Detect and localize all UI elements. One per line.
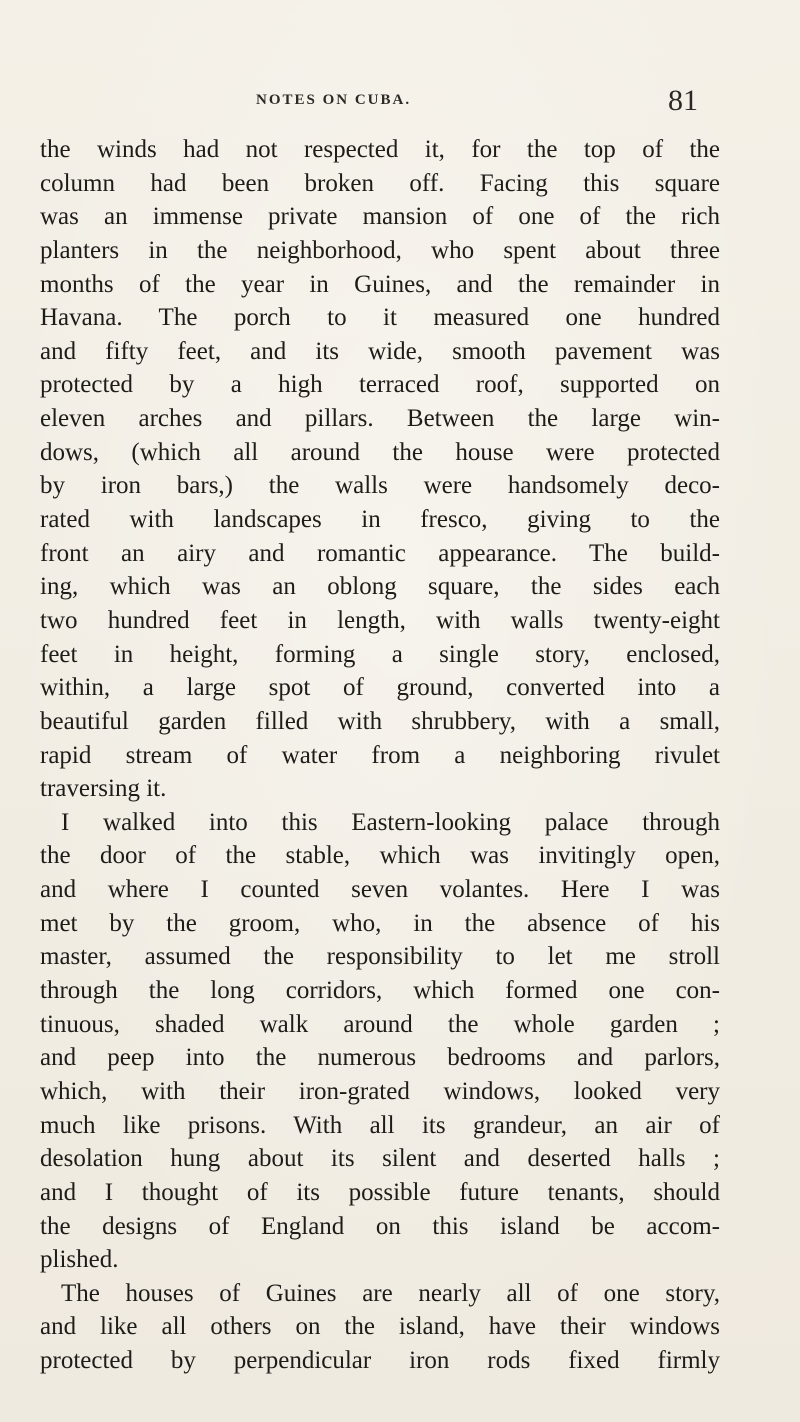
text-line: and where I counted seven volantes. Here I was — [40, 876, 720, 904]
text-line: and peep into the numerous bedrooms and parlors, — [40, 1044, 720, 1072]
text-line: feet in height, forming a single story, enclosed, — [40, 640, 720, 668]
text-line: rapid stream of water from a neighboring rivulet — [40, 741, 720, 769]
text-line: two hundred feet in length, with walls twenty-eight — [40, 606, 720, 634]
text-line: was an immense private mansion of one of the rich — [40, 203, 720, 231]
page-number: 81 — [668, 84, 698, 117]
text-line: the designs of England on this island be accom- — [40, 1212, 720, 1240]
text-line: which, with their iron-grated windows, looked very — [40, 1077, 720, 1105]
text-line: dows, (which all around the house were protected — [40, 438, 720, 466]
text-line: traversing it. — [40, 775, 167, 803]
text-line: by iron bars,) the walls were handsomely deco- — [40, 472, 720, 500]
text-line: Havana. The porch to it measured one hundred — [40, 304, 720, 332]
paragraph-first-line: The houses of Guines are nearly all of one story, — [61, 1279, 720, 1307]
running-head — [0, 62, 800, 117]
text-line: protected by a high terraced roof, supported on — [40, 371, 720, 399]
text-line: ing, which was an oblong square, the sides each — [40, 573, 720, 601]
text-line: master, assumed the responsibility to let me stroll — [40, 943, 720, 971]
text-line: months of the year in Guines, and the remainder in — [40, 270, 720, 298]
text-line: eleven arches and pillars. Between the large win- — [40, 405, 720, 433]
text-line: rated with landscapes in fresco, giving to the — [40, 506, 720, 534]
text-line: the door of the stable, which was invitingly open, — [40, 842, 720, 870]
running-head-title: NOTES ON CUBA. — [256, 92, 412, 108]
text-line: column had been broken off. Facing this square — [40, 169, 720, 197]
text-line: through the long corridors, which formed one con- — [40, 977, 720, 1005]
text-line: and fifty feet, and its wide, smooth pavement was — [40, 337, 720, 365]
text-line: within, a large spot of ground, converted into a — [40, 674, 720, 702]
text-line: planters in the neighborhood, who spent about three — [40, 236, 720, 264]
text-line: and like all others on the island, have their windows — [40, 1313, 720, 1341]
text-line: front an airy and romantic appearance. The build- — [40, 539, 720, 567]
text-line: and I thought of its possible future tenants, should — [40, 1178, 720, 1206]
body-text — [40, 133, 720, 1378]
text-line: much like prisons. With all its grandeur, an air of — [40, 1111, 720, 1139]
text-line: tinuous, shaded walk around the whole garden ; — [40, 1010, 720, 1038]
text-line: met by the groom, who, in the absence of his — [40, 909, 720, 937]
text-line: beautiful garden filled with shrubbery, with a small, — [40, 707, 720, 735]
paragraph-first-line: I walked into this Eastern-looking palace through — [61, 808, 720, 836]
text-line: plished. — [40, 1246, 119, 1274]
text-line: desolation hung about its silent and deserted halls ; — [40, 1145, 720, 1173]
text-line: protected by perpendicular iron rods fixed firmly — [40, 1347, 720, 1375]
text-line: the winds had not respected it, for the top of the — [40, 136, 720, 163]
